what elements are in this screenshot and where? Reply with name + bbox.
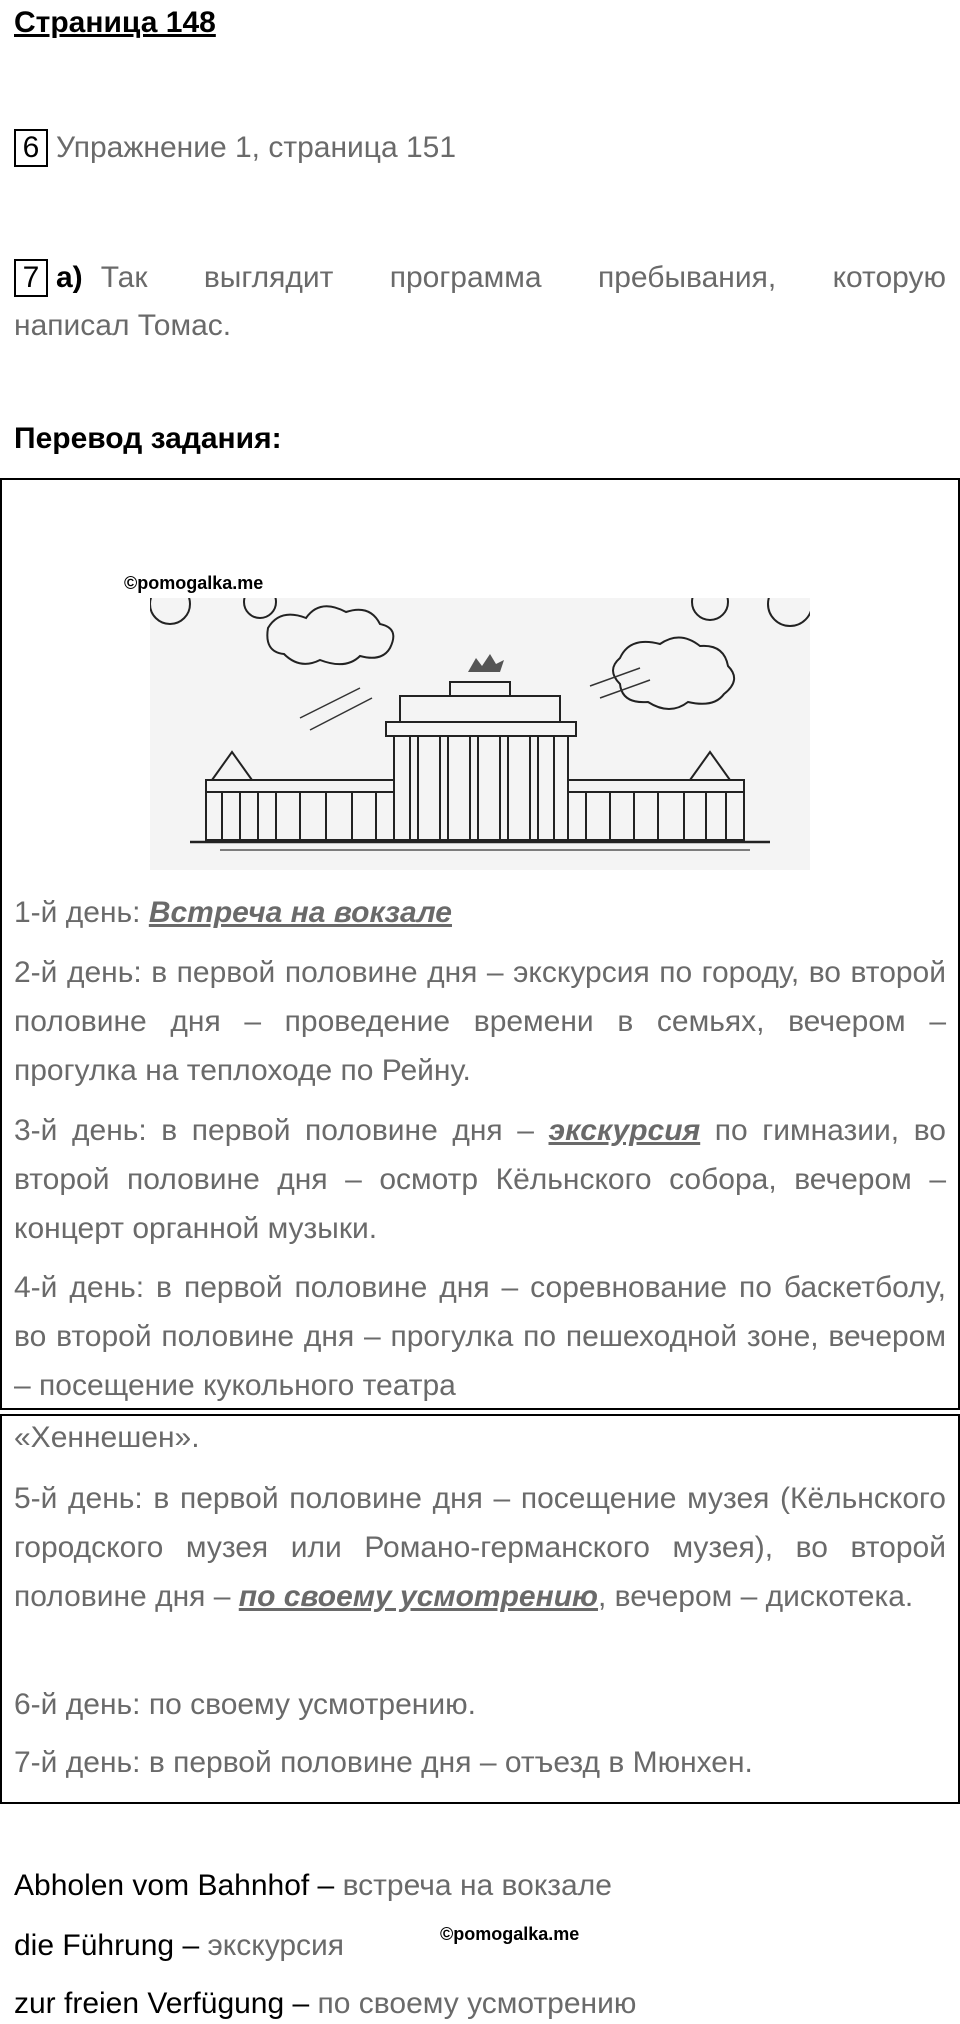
glossary-meaning: экскурсия	[207, 1929, 345, 1962]
glossary-term: die Führung	[14, 1929, 175, 1962]
glossary-term: zur freien Verfügung	[14, 1987, 285, 2020]
highlight-free-time: по своему усмотрению	[238, 1580, 598, 1613]
glossary-meaning: встреча на вокзале	[342, 1869, 612, 1902]
glossary-item-3: zur freien Verfügung – по своему усмотрению	[14, 1987, 637, 2020]
brandenburg-gate-sketch-icon	[150, 598, 810, 870]
exercise-7-line1: Так выглядит программа пребывания, которую	[100, 261, 946, 294]
exercise-6-line	[14, 128, 456, 168]
translation-heading: Перевод задания:	[14, 422, 282, 455]
exercise-7-block	[14, 254, 946, 350]
program-day-7: 7-й день: в первой половине дня – отъезд в Мюнхен.	[14, 1746, 753, 1779]
glossary-item-1: Abholen vom Bahnhof – встреча на вокзале	[14, 1869, 612, 1902]
program-day-6: 6-й день: по своему усмотрению.	[14, 1688, 476, 1721]
program-day-4-continued: «Хеннешен».	[14, 1421, 200, 1454]
watermark: ©pomogalka.me	[124, 573, 264, 593]
exercise-number-7: 7	[14, 259, 48, 297]
highlight-meeting: Встреча на вокзале	[148, 896, 452, 929]
exercise-7-line2: написал Томас.	[14, 309, 232, 342]
glossary-item-2: die Führung – экскурсия	[14, 1929, 345, 1962]
program-day-2: 2-й день: в первой половине дня – экскурсия по городу, во второй половине дня – проведение времени в семьях, вечером – прогулка на теплоходе по Рейну.	[14, 956, 946, 1087]
program-day-5: 5-й день: в первой половине дня – посещение музея (Кёльнского городского музея или Романо-германского музея), во второй половине дня – по своему усмотрению, вечером – дискотека.	[14, 1482, 946, 1613]
glossary-meaning: по своему усмотрению	[317, 1987, 637, 2020]
watermark-bottom: ©pomogalka.me	[440, 1924, 580, 1944]
exercise-7-label: а)	[56, 261, 83, 294]
program-day-3: 3-й день: в первой половине дня – экскурсия по гимназии, во второй половине дня – осмотр Кёльнского собора, вечером – концерт органной музыки.	[14, 1114, 946, 1245]
page-title: Страница 148	[14, 6, 216, 39]
program-day-1: 1-й день: Встреча на вокзале	[14, 896, 452, 929]
highlight-excursion: экскурсия	[548, 1114, 701, 1147]
exercise-number-6: 6	[14, 129, 48, 167]
exercise-6-text: Упражнение 1, страница 151	[56, 131, 457, 164]
glossary-term: Abholen vom Bahnhof	[14, 1869, 310, 1902]
program-day-4: 4-й день: в первой половине дня – соревнование по баскетболу, во второй половине дня – прогулка по пешеходной зоне, вечером – посещение кукольного театра	[14, 1271, 946, 1402]
